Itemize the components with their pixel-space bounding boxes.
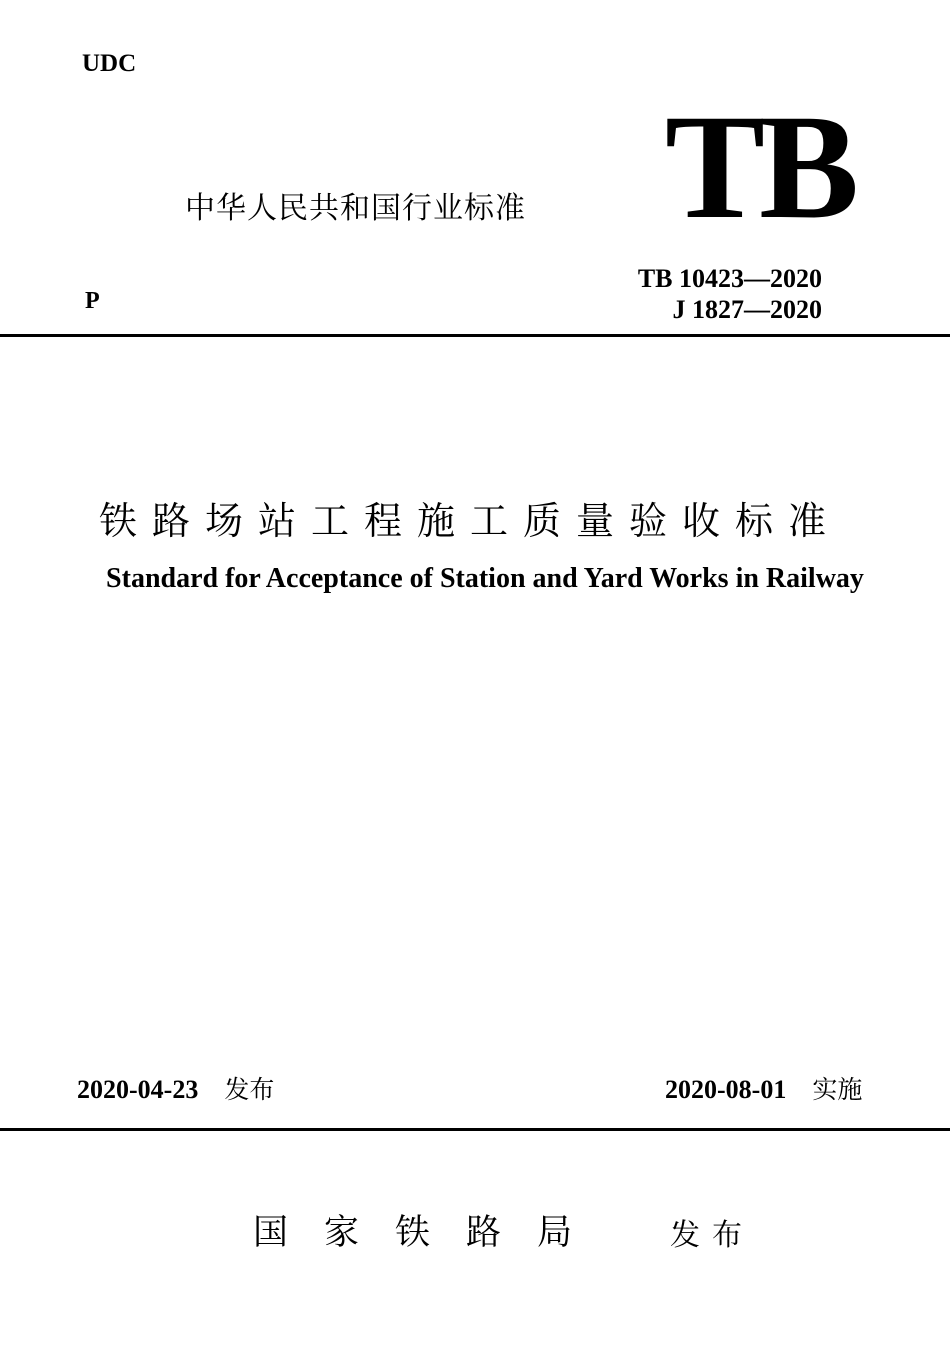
tb-logo-mark: TB (665, 84, 854, 250)
standard-number-primary: TB 10423—2020 (637, 264, 822, 293)
classification-code: P (85, 288, 100, 314)
document-title-english: Standard for Acceptance of Station and Yard Works in Railway (106, 563, 864, 594)
release-date: 2020-04-23 (77, 1075, 199, 1104)
top-divider (0, 334, 950, 337)
issuer-action: 发布 (670, 1218, 754, 1253)
standard-numbers (638, 263, 822, 325)
release-label: 发布 (224, 1075, 275, 1104)
effective-date: 2020-08-01 (665, 1075, 787, 1104)
bottom-divider (0, 1128, 950, 1131)
industry-standard-heading: 中华人民共和国行业标准 (185, 191, 526, 226)
issuer-name: 国家铁路局 (253, 1213, 609, 1253)
effective-date-row (665, 1070, 862, 1106)
document-title-chinese: 铁路场站工程施工质量验收标准 (98, 499, 841, 543)
effective-label: 实施 (812, 1075, 863, 1104)
release-date-row (77, 1070, 274, 1106)
standard-number-secondary: J 1827—2020 (672, 295, 822, 324)
udc-label: UDC (82, 50, 137, 77)
